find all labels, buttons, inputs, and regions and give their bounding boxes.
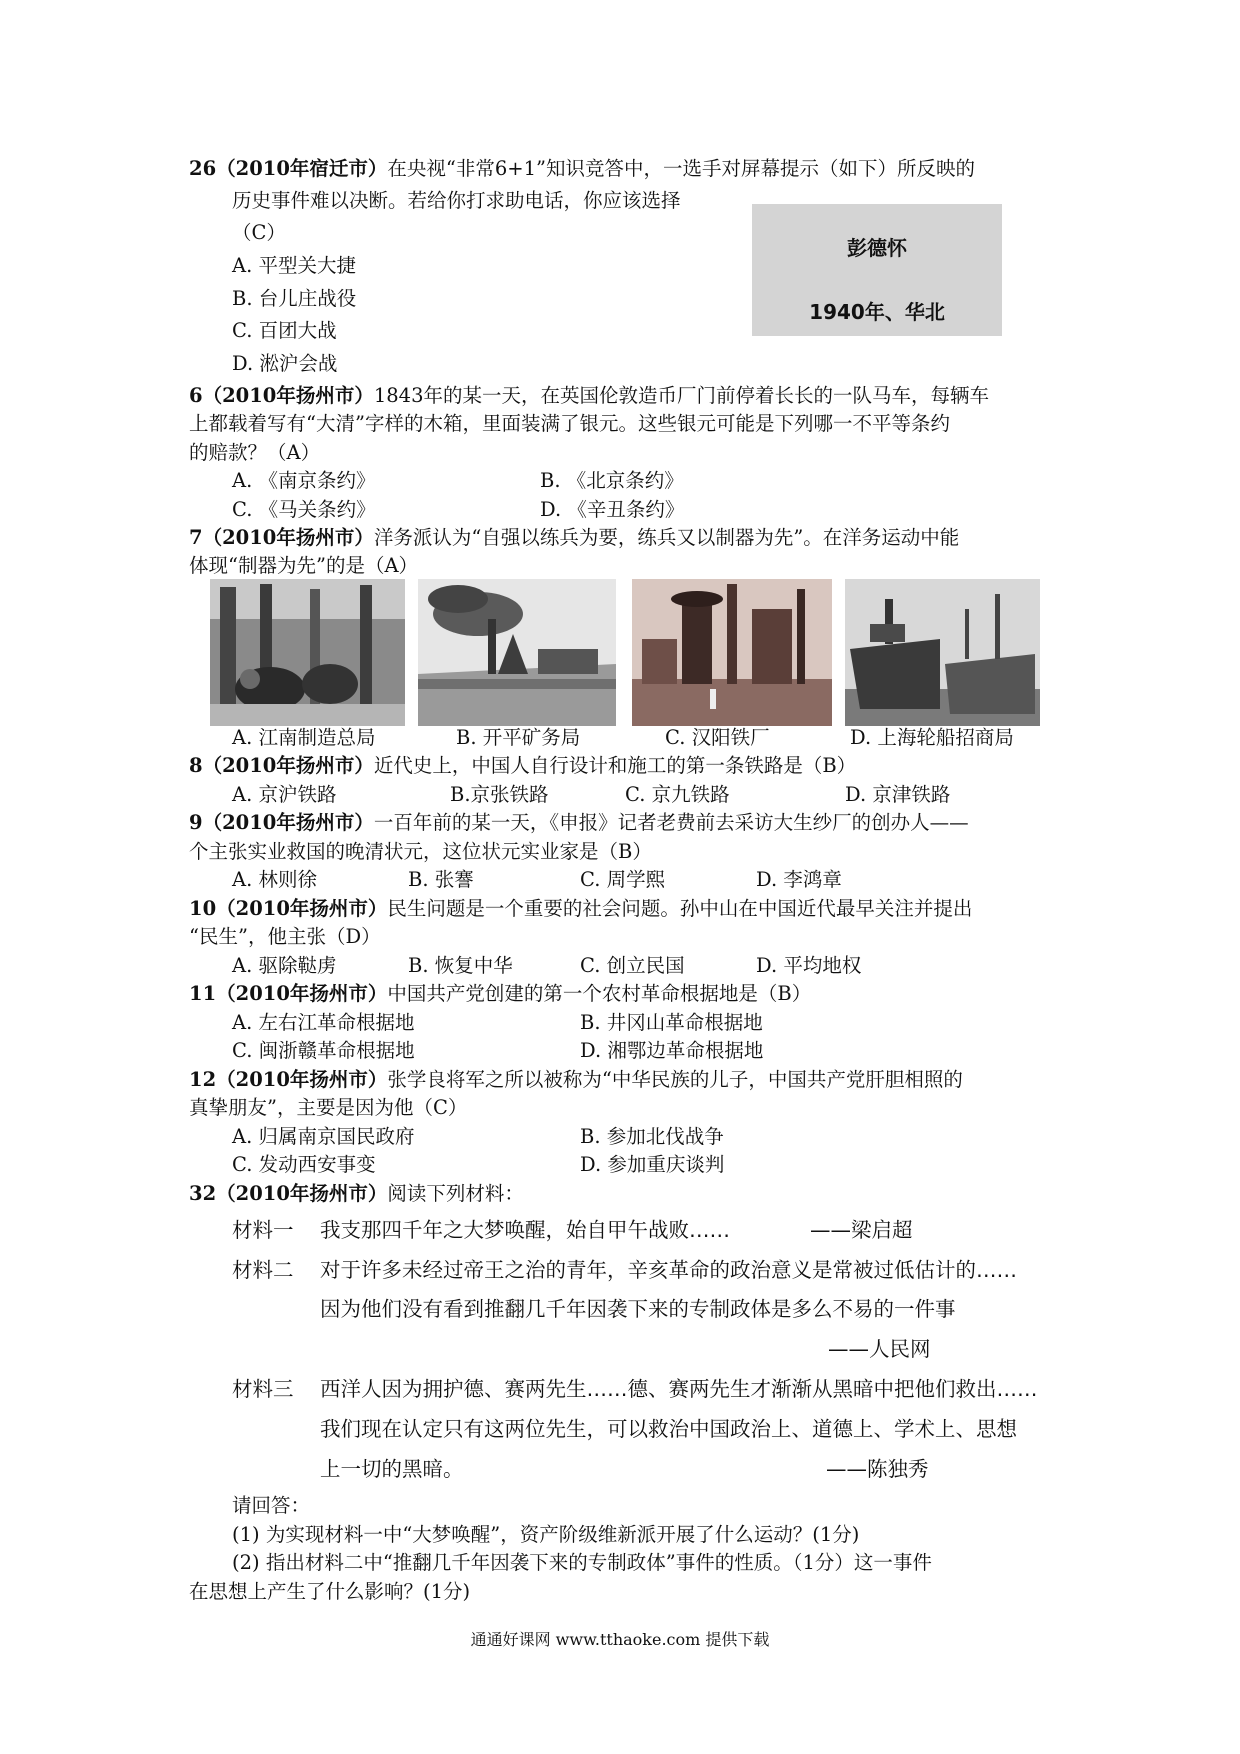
q32-sub2a: (2) 指出材料二中“推翻几千年因袭下来的专制政体”事件的性质。（1分）这一事件: [232, 1551, 932, 1574]
q7-line1: [189, 525, 959, 551]
material-3-source: ——陈独秀: [826, 1457, 929, 1481]
q10-label: 10（2010年扬州市）: [189, 897, 388, 920]
q32-label: 32（2010年扬州市）: [189, 1182, 388, 1205]
photo-kaiping-mines: [418, 579, 616, 726]
q10-option-c: C. 创立民国: [580, 954, 685, 977]
material-1-text: 我支那四千年之大梦唤醒，始自甲午战败……: [320, 1218, 730, 1242]
q11-option-b: B. 井冈山革命根据地: [580, 1011, 763, 1034]
material-1-label: 材料一: [232, 1218, 294, 1242]
q9-label: 9（2010年扬州市）: [189, 811, 374, 834]
q12-option-c: C. 发动西安事变: [232, 1153, 376, 1176]
q8-option-d: D. 京津铁路: [845, 783, 951, 806]
q32-line1: [189, 1181, 524, 1207]
q10-option-a: A. 驱除鞑虏: [232, 954, 337, 977]
q8-label: 8（2010年扬州市）: [189, 754, 374, 777]
q32-ask: 请回答：: [232, 1494, 311, 1517]
q26-label: 26（2010年宿迁市）: [189, 157, 388, 180]
q6-option-b: B. 《北京条约》: [540, 469, 684, 492]
q6-line1: [189, 383, 989, 409]
q10-line1: [189, 896, 972, 922]
material-3-label: 材料三: [232, 1377, 294, 1401]
q12-label: 12（2010年扬州市）: [189, 1068, 388, 1091]
q8-option-a: A. 京沪铁路: [232, 783, 337, 806]
material-3-text2: 我们现在认定只有这两位先生，可以救治中国政治上、道德上、学术上、思想: [320, 1417, 1017, 1441]
q26-screen-prompt: [752, 204, 1002, 336]
photo-hanyang-ironworks: [632, 579, 832, 726]
q11-line1: [189, 981, 811, 1007]
q32-text1: 阅读下列材料：: [387, 1182, 524, 1205]
q10-option-d: D. 平均地权: [756, 954, 862, 977]
q11-option-a: A. 左右江革命根据地: [232, 1011, 415, 1034]
q6-option-d: D. 《辛丑条约》: [540, 498, 685, 521]
material-3-text1: 西洋人因为拥护德、赛两先生……德、赛两先生才渐渐从黑暗中把他们救出……: [320, 1377, 1038, 1401]
q8-option-b: B.京张铁路: [450, 783, 549, 806]
material-1-source: ——梁启超: [810, 1218, 913, 1242]
q9-option-b: B. 张謇: [408, 868, 474, 891]
q26-option-d: D. 淞沪会战: [232, 352, 338, 375]
q9-line2: 个主张实业救国的晚清状元，这位状元实业家是（B）: [189, 840, 652, 863]
q9-text1: 一百年前的某一天，《申报》记者老费前去采访大生纱厂的创办人——: [373, 811, 969, 834]
photo-shanghai-steamship: [845, 579, 1040, 726]
q9-option-d: D. 李鸿章: [756, 868, 842, 891]
q9-option-c: C. 周学熙: [580, 868, 666, 891]
photo-jiangnan-arsenal: [210, 579, 405, 726]
q12-text1: 张学良将军之所以被称为“中华民族的儿子，中国共产党肝胆相照的: [387, 1068, 963, 1091]
q32-sub2b: 在思想上产生了什么影响？(1分): [189, 1580, 471, 1603]
material-2-source: ——人民网: [828, 1337, 931, 1361]
q8-text1: 近代史上，中国人自行设计和施工的第一条铁路是（B）: [373, 754, 857, 777]
q7-option-b: B. 开平矿务局: [456, 726, 581, 749]
material-2-text1: 对于许多未经过帝王之治的青年，辛亥革命的政治意义是常被过低估计的……: [320, 1258, 1017, 1282]
material-3-text3: 上一切的黑暗。: [320, 1457, 464, 1481]
q26-answer: （C）: [232, 221, 286, 244]
q32-sub1: (1) 为实现材料一中“大梦唤醒”，资产阶级维新派开展了什么运动？(1分): [232, 1523, 860, 1546]
q26-screen-name: 彭德怀: [847, 236, 907, 260]
q26-option-c: C. 百团大战: [232, 319, 337, 342]
q26-line2: 历史事件难以决断。若给你打求助电话，你应该选择: [232, 189, 681, 212]
q26-option-b: B. 台儿庄战役: [232, 287, 357, 310]
material-2-label: 材料二: [232, 1258, 294, 1282]
q7-option-d: D. 上海轮船招商局: [850, 726, 1014, 749]
page-footer: 通通好课网 www.tthaoke.com 提供下载: [470, 1630, 770, 1649]
q6-text1: 1843年的某一天，在英国伦敦造币厂门前停着长长的一队马车，每辆车: [373, 384, 989, 407]
q7-option-a: A. 江南制造总局: [232, 726, 376, 749]
q6-option-c: C. 《马关条约》: [232, 498, 376, 521]
q12-option-b: B. 参加北伐战争: [580, 1125, 724, 1148]
q7-text1: 洋务派认为“自强以练兵为要，练兵又以制器为先”。在洋务运动中能: [373, 526, 960, 549]
q6-label: 6（2010年扬州市）: [189, 384, 374, 407]
q6-line3: 的赔款？（A）: [189, 441, 321, 464]
q8-option-c: C. 京九铁路: [625, 783, 730, 806]
q10-option-b: B. 恢复中华: [408, 954, 513, 977]
q7-option-c: C. 汉阳铁厂: [665, 726, 770, 749]
q12-line2: 真挚朋友”，主要是因为他（C）: [189, 1096, 468, 1119]
q7-label: 7（2010年扬州市）: [189, 526, 374, 549]
q26-text1: 在央视“非常6+1”知识竞答中，一选手对屏幕提示（如下）所反映的: [387, 157, 976, 180]
q9-line1: [189, 810, 969, 836]
q26-line1: [189, 156, 975, 182]
q26-option-a: A. 平型关大捷: [232, 254, 356, 277]
q12-line1: [189, 1067, 963, 1093]
q11-text1: 中国共产党创建的第一个农村革命根据地是（B）: [387, 982, 812, 1005]
material-2-text2: 因为他们没有看到推翻几千年因袭下来的专制政体是多么不易的一件事: [320, 1297, 956, 1321]
q10-line2: “民生”，他主张（D）: [189, 925, 381, 948]
q12-option-d: D. 参加重庆谈判: [580, 1153, 725, 1176]
q6-line2: 上都载着写有“大清”字样的木箱，里面装满了银元。这些银元可能是下列哪一不平等条约: [189, 412, 950, 435]
q11-label: 11（2010年扬州市）: [189, 982, 388, 1005]
q26-screen-info: 1940年、华北: [809, 300, 945, 324]
q10-text1: 民生问题是一个重要的社会问题。孙中山在中国近代最早关注并提出: [387, 897, 973, 920]
q9-option-a: A. 林则徐: [232, 868, 317, 891]
q7-line2: 体现“制器为先”的是（A）: [189, 554, 419, 577]
q6-option-a: A. 《南京条约》: [232, 469, 376, 492]
q8-line1: [189, 753, 856, 779]
q12-option-a: A. 归属南京国民政府: [232, 1125, 415, 1148]
q11-option-d: D. 湘鄂边革命根据地: [580, 1039, 764, 1062]
q11-option-c: C. 闽浙赣革命根据地: [232, 1039, 415, 1062]
